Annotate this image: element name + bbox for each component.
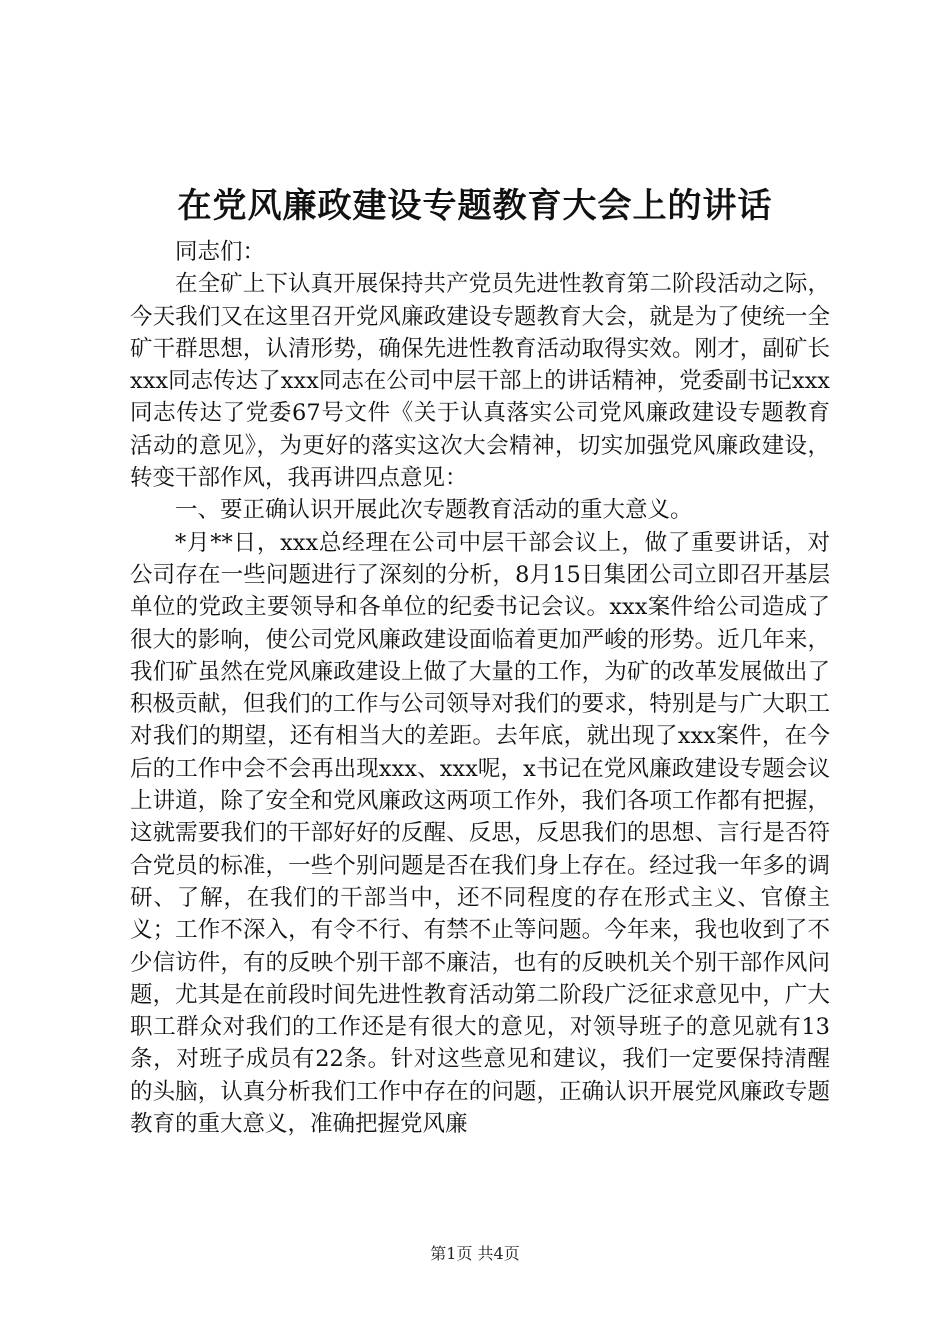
document-title: 在党风廉政建设专题教育大会上的讲话 xyxy=(177,186,773,226)
document-body xyxy=(130,236,830,1140)
page-footer: 第1页 共4页 xyxy=(430,1244,520,1263)
paragraph-intro: 在全矿上下认真开展保持共产党员先进性教育第二阶段活动之际，今天我们又在这里召开党风廉政建设专题教育大会，就是为了使统一全矿干群思想，认清形势，确保先进性教育活动取得实效。刚才，副矿长xxx同志传达了xxx同志在公司中层干部上的讲话精神，党委副书记xxx同志传达了党委67号文件《关于认真落实公司党风廉政建设专题教育活动的意见》，为更好的落实这次大会精神，切实加强党风廉政建设，转变干部作风，我再讲四点意见： xyxy=(130,271,830,492)
section-heading-1: 一、要正确认识开展此次专题教育活动的重大意义。 xyxy=(175,497,693,524)
paragraph-section-1: *月**日，xxx总经理在公司中层干部会议上，做了重要讲话，对公司存在一些问题进行了深刻的分析，8月15日集团公司立即召开基层单位的党政主要领导和各单位的纪委书记会议。xxx案件给公司造成了很大的影响，使公司党风廉政建设面临着更加严峻的形势。近几年来，我们矿虽然在党风廉政建设上做了大量的工作，为矿的改革发展做出了积极贡献，但我们的工作与公司领导对我们的要求，特别是与广大职工对我们的期望，还有相当大的差距。去年底，就出现了xxx案件，在今后的工作中会不会再出现xxx、xxx呢，x书记在党风廉政建设专题会议上讲道，除了安全和党风廉政这两项工作外，我们各项工作都有把握，这就需要我们的干部好好的反醒、反思，反思我们的思想、言行是否符合党员的标准，一些个别问题是否在我们身上存在。经过我一年多的调研、了解，在我们的干部当中，还不同程度的存在形式主义、官僚主义；工作不深入，有令不行、有禁不止等问题。今年来，我也收到了不少信访件，有的反映个别干部不廉洁，也有的反映机关个别干部作风问题，尤其是在前段时间先进性教育活动第二阶段广泛征求意见中，广大职工群众对我们的工作还是有很大的意见，对领导班子的意见就有13条，对班子成员有22条。针对这些意见和建议，我们一定要保持清醒的头脑，认真分析我们工作中存在的问题，正确认识开展党风廉政专题教育的重大意义，准确把握党风廉 xyxy=(130,529,830,1138)
greeting: 同志们： xyxy=(175,239,266,265)
